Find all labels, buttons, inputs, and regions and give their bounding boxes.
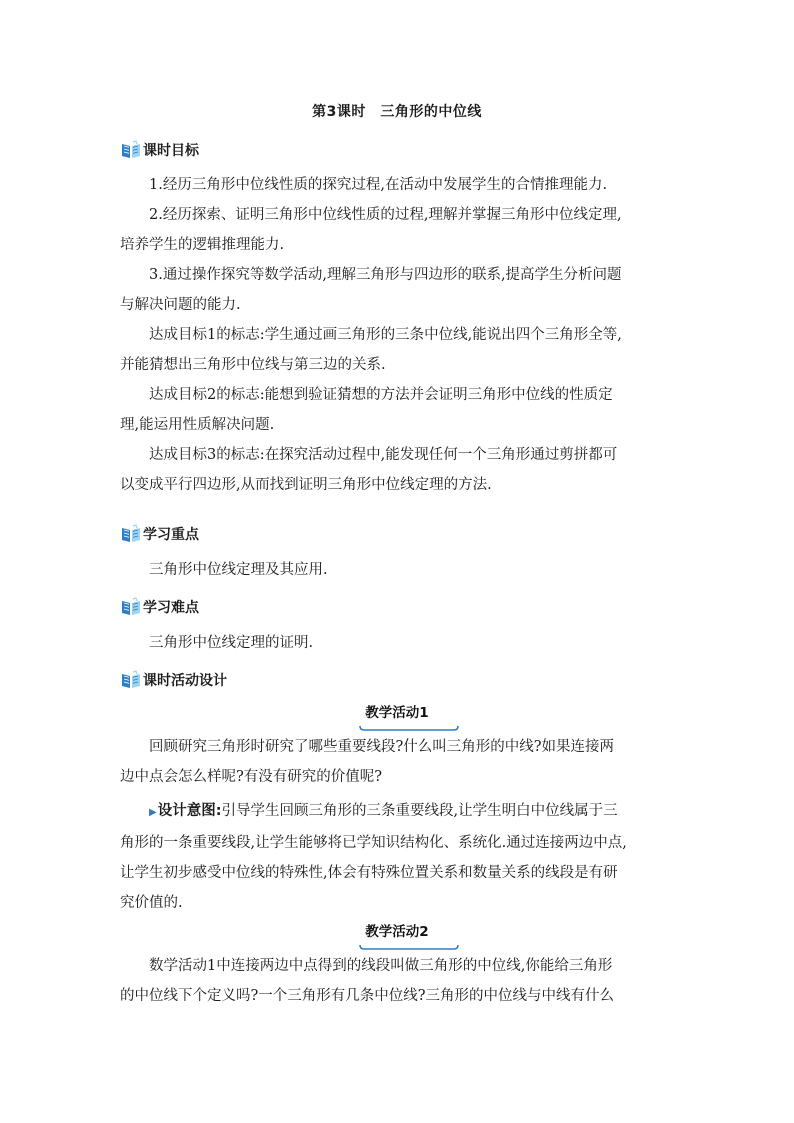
key-point-text (120, 555, 680, 585)
difficulty-line: 三角形中位线定理的证明. (149, 635, 314, 651)
open-book-icon (120, 669, 142, 691)
goals-line: 与解决问题的能力. (120, 297, 241, 313)
section-key-point-title: 学习重点 (143, 527, 199, 543)
section-key-point-heading (120, 523, 199, 545)
goals-line: 达成目标1的标志:学生通过画三角形的三条中位线,能说出四个三角形全等, (149, 327, 622, 343)
goals-line: 理,能运用性质解决问题. (120, 417, 275, 433)
goals-line: 2.经历探索、证明三角形中位线性质的过程,理解并掌握三角形中位线定理, (149, 207, 622, 223)
page-title: 第3课时 三角形的中位线 (312, 104, 482, 120)
goals-line: 以变成平行四边形,从而找到证明三角形中位线定理的方法. (120, 477, 492, 493)
activity-2-heading (0, 922, 794, 946)
open-book-icon (120, 523, 142, 545)
goals-line: 培养学生的逻辑推理能力. (120, 237, 285, 253)
section-design-title: 课时活动设计 (143, 673, 227, 689)
intent-line: 让学生初步感受中位线的特殊性,体会有特殊位置关系和数量关系的线段是有研 (120, 865, 618, 881)
activity-2-text (120, 951, 680, 1011)
activity-underline (359, 944, 459, 950)
goals-line: 并能猜想出三角形中位线与第三边的关系. (120, 357, 386, 373)
activity-1-heading (0, 703, 794, 727)
intent-line: 引导学生回顾三角形的三条重要线段,让学生明白中位线属于三 (221, 803, 618, 819)
difficulty-text (120, 628, 680, 658)
activity-2-line: 的中位线下个定义吗?一个三角形有几条中位线?三角形的中位线与中线有什么 (120, 988, 615, 1004)
section-design-heading (120, 669, 227, 691)
open-book-icon (120, 596, 142, 618)
intent-line: 究价值的. (120, 895, 183, 911)
triangle-marker-icon: ▶ (149, 807, 157, 818)
section-goals-heading (120, 139, 199, 161)
goals-line: 达成目标2的标志:能想到验证猜想的方法并会证明三角形中位线的性质定 (149, 387, 613, 403)
open-book-icon (120, 139, 142, 161)
goals-line: 1.经历三角形中位线性质的探究过程,在活动中发展学生的合情推理能力. (149, 177, 608, 193)
goals-line: 3.通过操作探究等数学活动,理解三角形与四边形的联系,提高学生分析问题 (149, 267, 622, 283)
activity-underline (359, 725, 459, 731)
intent-label: 设计意图: (157, 803, 222, 819)
activity-1-label: 教学活动1 (365, 705, 429, 721)
intent-line: 角形的一条重要线段,让学生能够将已学知识结构化、系统化.通过连接两边中点, (120, 835, 627, 851)
section-goals-title: 课时目标 (143, 143, 199, 159)
section-difficulty-title: 学习难点 (143, 600, 199, 616)
activity-2-label: 教学活动2 (365, 924, 429, 940)
activity-1-text (120, 732, 680, 792)
activity-1-line: 回顾研究三角形时研究了哪些重要线段?什么叫三角形的中线?如果连接两 (149, 739, 615, 755)
section-difficulty-heading (120, 596, 199, 618)
activity-1-intent (120, 796, 680, 918)
activity-2-line: 数学活动1中连接两边中点得到的线段叫做三角形的中位线,你能给三角形 (149, 958, 613, 974)
goals-text (120, 170, 680, 500)
activity-1-line: 边中点会怎么样呢?有没有研究的价值呢? (120, 769, 383, 785)
goals-line: 达成目标3的标志:在探究活动过程中,能发现任何一个三角形通过剪拼都可 (149, 447, 618, 463)
key-point-line: 三角形中位线定理及其应用. (149, 562, 328, 578)
